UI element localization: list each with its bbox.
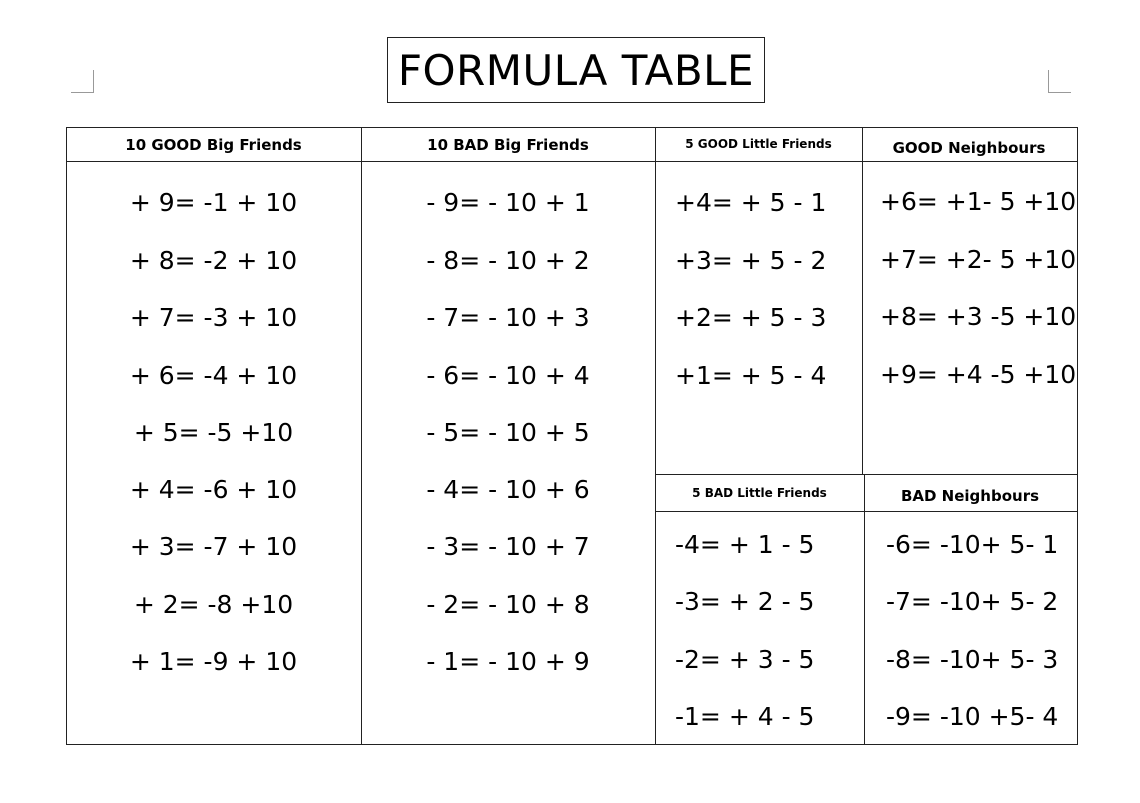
- formula-good-big-2: + 8= -2 + 10: [129, 246, 298, 275]
- formula-bad-little-3: -2= + 3 - 5: [675, 645, 815, 674]
- header-good-little-friends: 5 GOOD Little Friends: [685, 137, 832, 151]
- formula-bad-big-7: - 3= - 10 + 7: [426, 532, 590, 561]
- formula-good-neighbour-1: +6= +1- 5 +10: [880, 187, 1077, 216]
- formula-good-neighbour-2: +7= +2- 5 +10: [880, 245, 1077, 274]
- formula-bad-big-9: - 1= - 10 + 9: [426, 647, 590, 676]
- page-corner-mark-left: [71, 70, 94, 93]
- column-divider: [655, 127, 656, 745]
- header-bad-big-friends: 10 BAD Big Friends: [427, 136, 589, 154]
- formula-bad-big-2: - 8= - 10 + 2: [426, 246, 590, 275]
- formula-bad-neighbour-3: -8= -10+ 5- 3: [886, 645, 1059, 674]
- formula-good-big-1: + 9= -1 + 10: [129, 188, 298, 217]
- formula-bad-neighbour-4: -9= -10 +5- 4: [886, 702, 1059, 731]
- formula-good-little-1: +4= + 5 - 1: [675, 188, 827, 217]
- page-corner-mark-right: [1048, 70, 1071, 93]
- formula-good-big-8: + 2= -8 +10: [133, 590, 294, 619]
- formula-good-big-6: + 4= -6 + 10: [129, 475, 298, 504]
- formula-good-neighbour-3: +8= +3 -5 +10: [880, 302, 1077, 331]
- column-divider: [862, 127, 863, 474]
- formula-bad-big-1: - 9= - 10 + 1: [426, 188, 590, 217]
- formula-bad-big-6: - 4= - 10 + 6: [426, 475, 590, 504]
- formula-bad-little-4: -1= + 4 - 5: [675, 702, 815, 731]
- page-title: FORMULA TABLE: [387, 37, 765, 103]
- formula-bad-neighbour-1: -6= -10+ 5- 1: [886, 530, 1059, 559]
- column-divider: [864, 474, 865, 745]
- formula-bad-big-8: - 2= - 10 + 8: [426, 590, 590, 619]
- section-divider: [655, 474, 1078, 475]
- formula-good-big-7: + 3= -7 + 10: [129, 532, 298, 561]
- formula-bad-big-3: - 7= - 10 + 3: [426, 303, 590, 332]
- formula-good-little-4: +1= + 5 - 4: [675, 361, 827, 390]
- header-good-neighbours: GOOD Neighbours: [892, 139, 1046, 157]
- formula-good-neighbour-4: +9= +4 -5 +10: [880, 360, 1077, 389]
- formula-bad-big-4: - 6= - 10 + 4: [426, 361, 590, 390]
- formula-good-big-4: + 6= -4 + 10: [129, 361, 298, 390]
- formula-good-big-3: + 7= -3 + 10: [129, 303, 298, 332]
- formula-bad-little-1: -4= + 1 - 5: [675, 530, 815, 559]
- header-bad-neighbours: BAD Neighbours: [900, 487, 1040, 505]
- formula-bad-big-5: - 5= - 10 + 5: [426, 418, 590, 447]
- header-bad-little-friends: 5 BAD Little Friends: [692, 486, 827, 500]
- header-good-big-friends: 10 GOOD Big Friends: [125, 136, 302, 154]
- formula-bad-neighbour-2: -7= -10+ 5- 2: [886, 587, 1059, 616]
- formula-good-little-2: +3= + 5 - 2: [675, 246, 827, 275]
- formula-good-big-9: + 1= -9 + 10: [129, 647, 298, 676]
- formula-good-little-3: +2= + 5 - 3: [675, 303, 827, 332]
- formula-bad-little-2: -3= + 2 - 5: [675, 587, 815, 616]
- formula-good-big-5: + 5= -5 +10: [133, 418, 294, 447]
